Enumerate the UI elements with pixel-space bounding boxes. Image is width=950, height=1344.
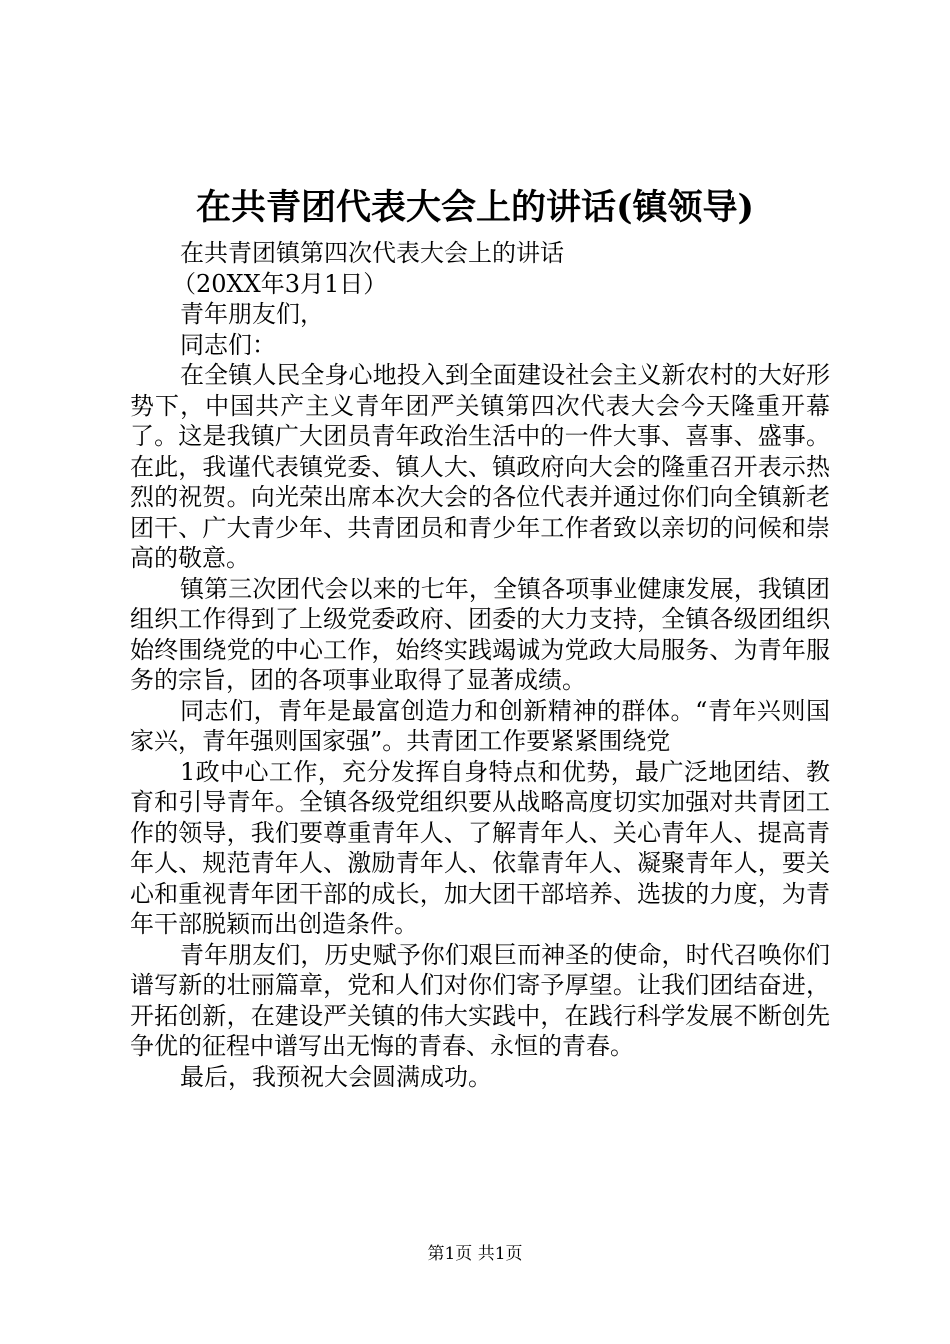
document-body bbox=[130, 238, 830, 1092]
body-paragraph: 镇第三次团代会以来的七年，全镇各项事业健康发展，我镇团组织工作得到了上级党委政府、团委的大力支持，全镇各级团组织始终围绕党的中心工作，始终实践竭诚为党政大局服务、为青年服务的宗旨，团的各项事业取得了显著成绩。 bbox=[130, 574, 830, 694]
body-paragraph: 青年朋友们，历史赋予你们艰巨而神圣的使命，时代召唤你们谱写新的壮丽篇章，党和人们对你们寄予厚望。让我们团结奋进，开拓创新，在建设严关镇的伟大实践中，在践行科学发展不断创先争优的征程中谱写出无悔的青春、永恒的青春。 bbox=[130, 940, 830, 1060]
speech-date: （20XX年3月1日） bbox=[172, 269, 388, 298]
page-number-footer: 第1页 共1页 bbox=[427, 1244, 523, 1264]
closing-paragraph: 最后，我预祝大会圆满成功。 bbox=[180, 1062, 492, 1091]
speech-subtitle: 在共青团镇第四次代表大会上的讲话 bbox=[180, 239, 564, 267]
salutation-youth: 青年朋友们， bbox=[180, 300, 324, 328]
body-paragraph: 同志们，青年是最富创造力和创新精神的群体。“青年兴则国家兴，青年强则国家强”。共青团工作要紧紧围绕党 bbox=[130, 696, 830, 755]
body-paragraph: 1政中心工作，充分发挥自身特点和优势，最广泛地团结、教育和引导青年。全镇各级党组织要从战略高度切实加强对共青团工作的领导，我们要尊重青年人、了解青年人、关心青年人、提高青年人、规范青年人、激励青年人、依靠青年人、凝聚青年人，要关心和重视青年团干部的成长，加大团干部培养、选拔的力度，为青年干部脱颖而出创造条件。 bbox=[130, 757, 830, 938]
body-paragraph: 在全镇人民全身心地投入到全面建设社会主义新农村的大好形势下，中国共产主义青年团严关镇第四次代表大会今天隆重开幕了。这是我镇广大团员青年政治生活中的一件大事、喜事、盛事。在此，我谨代表镇党委、镇人大、镇政府向大会的隆重召开表示热烈的祝贺。向光荣出席本次大会的各位代表并通过你们向全镇新老团干、广大青少年、共青团员和青少年工作者致以亲切的问候和崇高的敬意。 bbox=[130, 361, 830, 572]
salutation-comrades: 同志们： bbox=[180, 330, 276, 359]
document-title: 在共青团代表大会上的讲话(镇领导) bbox=[195, 187, 755, 228]
